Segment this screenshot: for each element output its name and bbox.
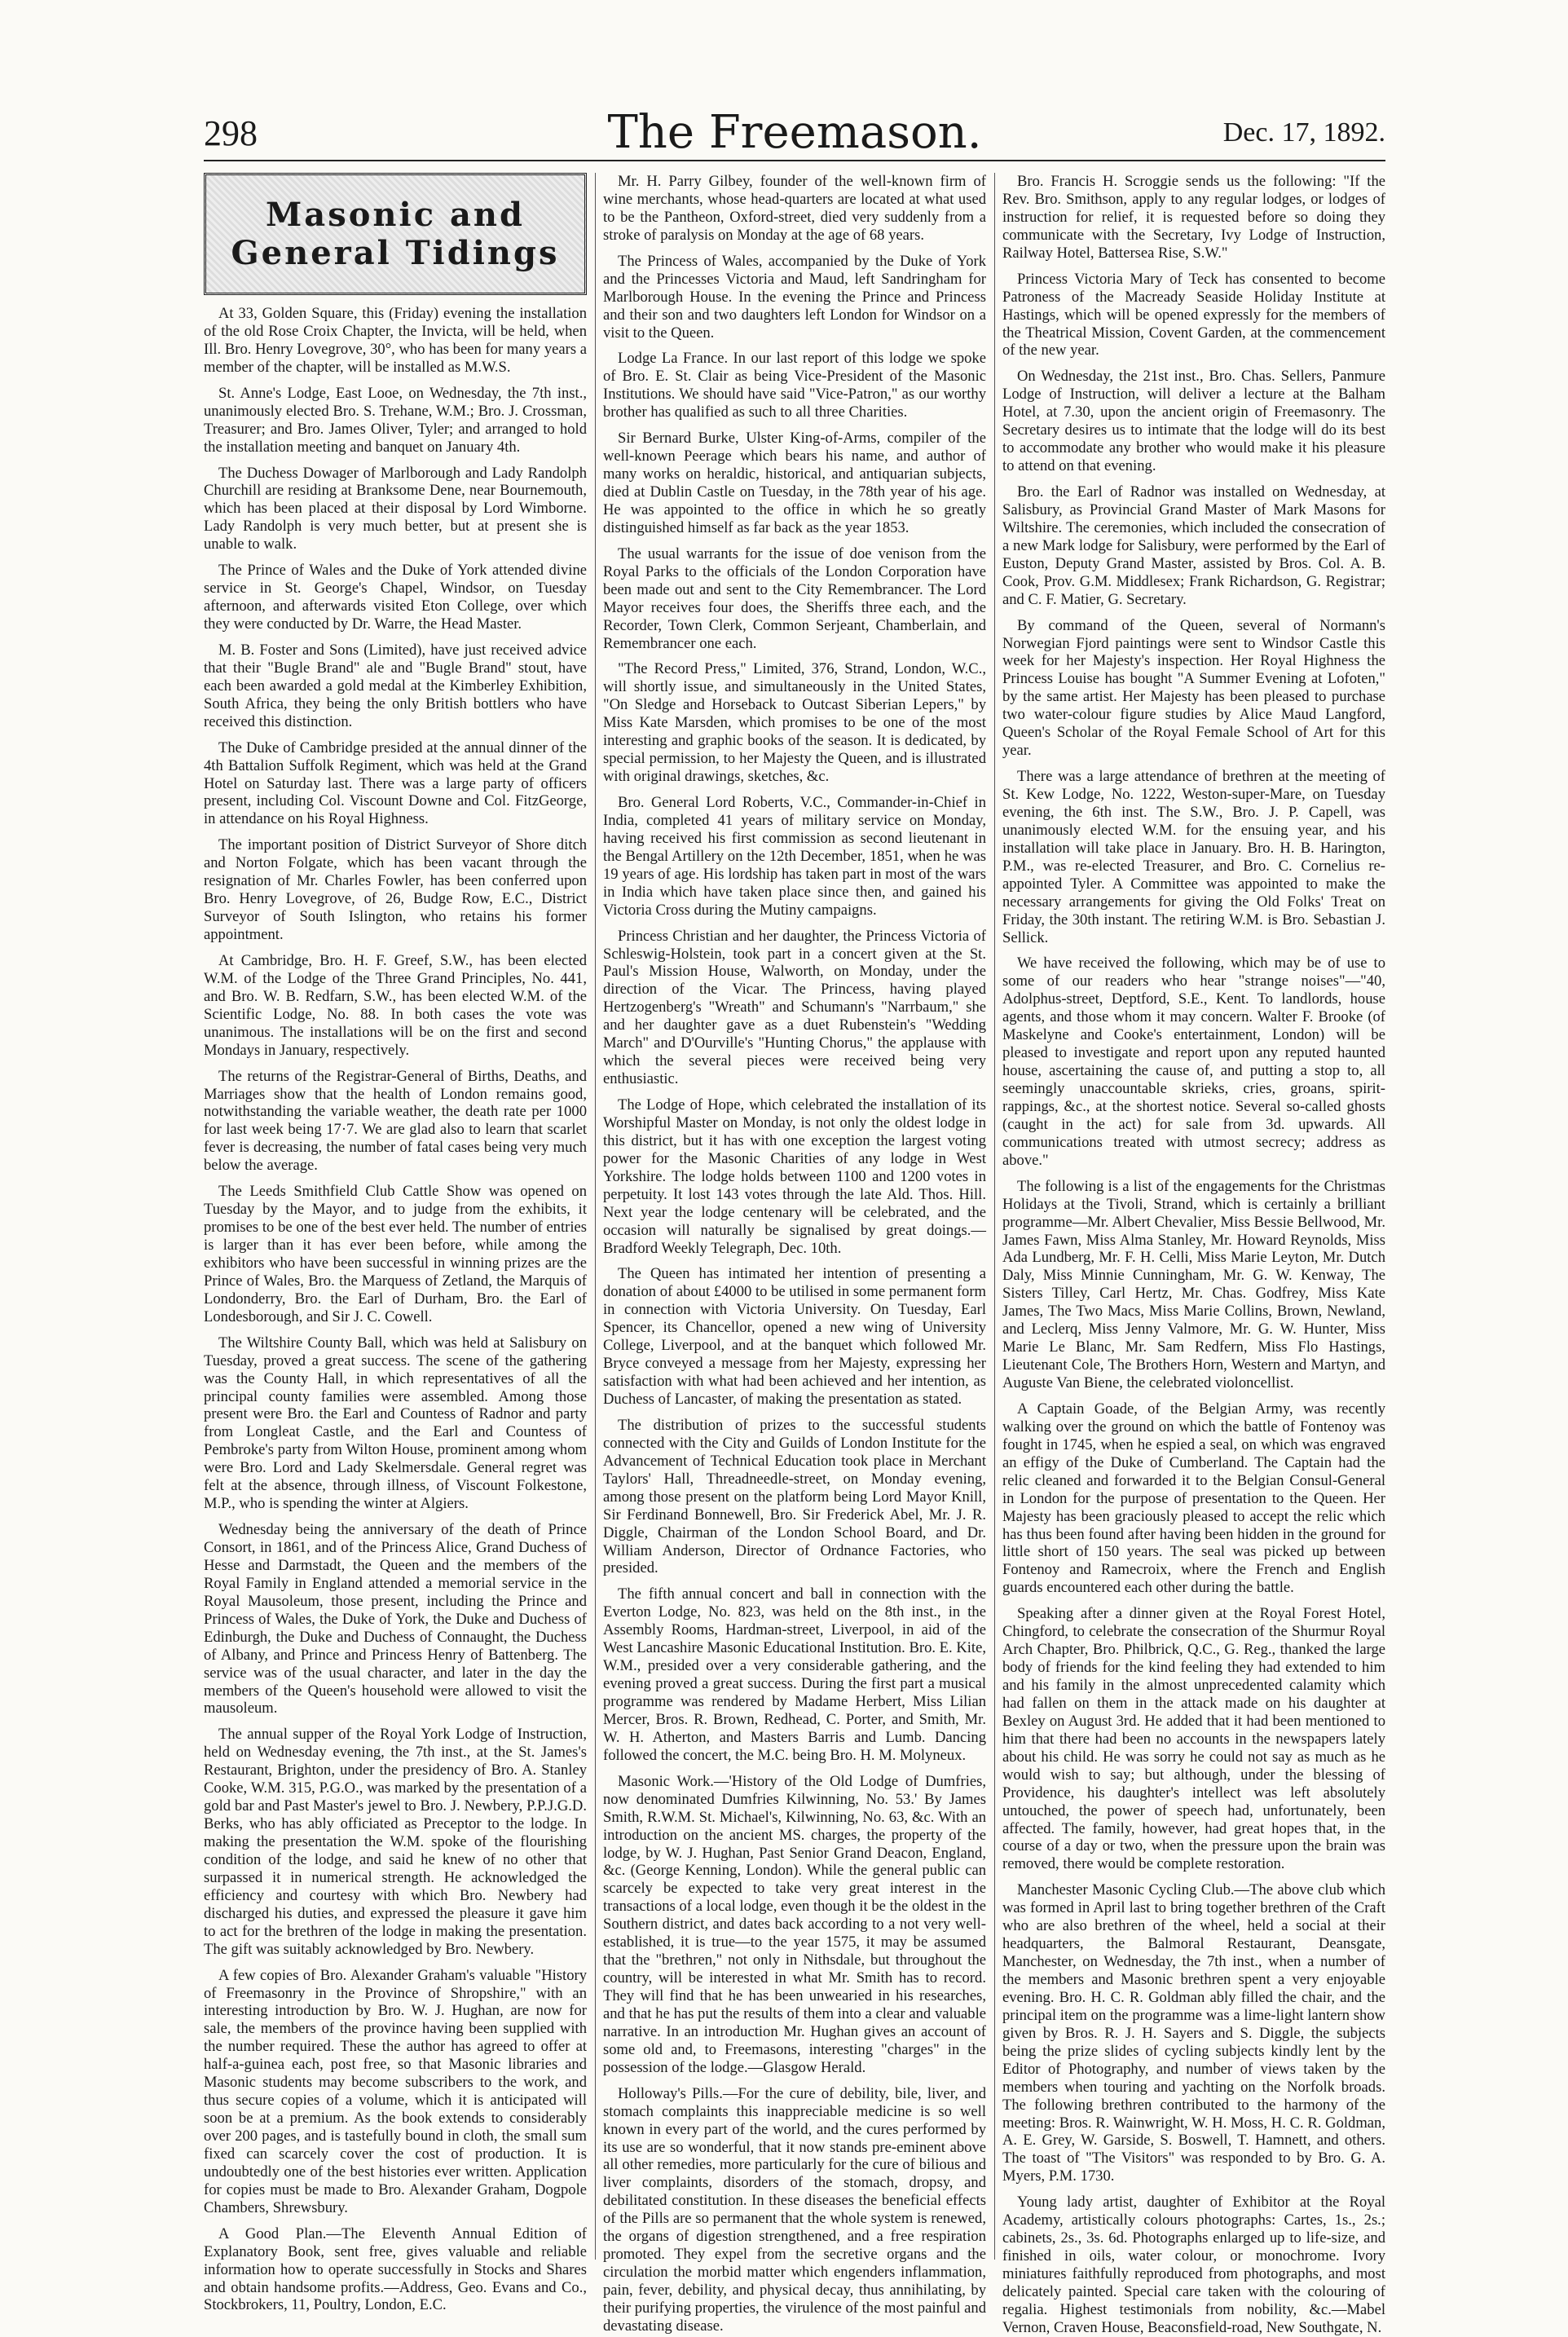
column-2 [603,173,986,2335]
article-paragraph: The Lodge of Hope, which celebrated the installation of its Worshipful Master on Monday, is not only the oldest lodge in this district, but it has with one exception the largest voting power for the Masonic Charities of any lodge in West Yorkshire. The lodge holds between 1100 and 1200 votes in perpetuity. It lost 143 votes through the late Ald. Thos. Hill. Next year the lodge centenary will be celebrated, and the occasion will naturally be signalised by great doings.—Bradford Weekly Telegraph, Dec. 10th. [603,1096,986,1257]
publication-title: The Freemason. [607,106,982,159]
article-paragraph: The Duchess Dowager of Marlborough and Lady Randolph Churchill are residing at Branksome Dene, near Bournemouth, which has been placed at their disposal by Lord Wimborne. Lady Randolph is very much better, but at present she is unable to walk. [204,464,587,553]
article-paragraph: The Duke of Cambridge presided at the annual dinner of the 4th Battalion Suffolk Regiment, which was held at the Grand Hotel on Saturday last. There was a large party of officers present, including Col. Viscount Downe and Col. FitzGeorge, in attendance on his Royal Highness. [204,739,587,828]
article-paragraph: Lodge La France. In our last report of this lodge we spoke of Bro. E. St. Clair as being Vice-President of the Masonic Institutions. We should have said "Vice-Patron," as our worthy brother has qualified as such to all three Charities. [603,350,986,421]
article-paragraph: M. B. Foster and Sons (Limited), have just received advice that their "Bugle Brand" ale and "Bugle Brand" stout, have each been awarded a gold medal at the Kimberley Exhibition, South Africa, they being the only British bottlers who have received this distinction. [204,641,587,730]
article-paragraph: "The Record Press," Limited, 376, Strand, London, W.C., will shortly issue, and simultaneously in the United States, "On Sledge and Horseback to Outcast Siberian Lepers," by Miss Kate Marsden, which promises to be one of the most interesting and graphic books of the season. It is dedicated, by special permission, to her Majesty the Queen, and is illustrated with original drawings, sketches, &c. [603,660,986,786]
article-paragraph: A Captain Goade, of the Belgian Army, was recently walking over the ground on which the battle of Fontenoy was fought in 1745, when he espied a seal, on which was engraved an effigy of the Duke of Cumberland. The Captain had the relic cleaned and forwarded it to the Belgian Consul-General in London for the purpose of presentation to the Queen. Her Majesty has been graciously pleased to accept the relic which has thus been found after having been hidden in the ground for little short of 150 years. The seal was picked up between Fontenoy and Ramecroix, where the French and English guards encountered each other during the battle. [1002,1400,1385,1597]
article-paragraph: St. Anne's Lodge, East Looe, on Wednesday, the 7th inst., unanimously elected Bro. S. Trehane, W.M.; Bro. J. Crossman, Treasurer; and Bro. James Oliver, Tyler; and arranged to hold the installation meeting and banquet on January 4th. [204,384,587,456]
article-paragraph: Princess Victoria Mary of Teck has consented to become Patroness of the Macready Seaside Holiday Institute at Hastings, which will be opened expressly for the members of the Theatrical Mission, Covent Garden, at the commencement of the new year. [1002,270,1385,359]
column-1 [204,173,587,2314]
header-rule [204,160,1385,161]
masonic-tidings-banner [204,173,587,295]
article-paragraph: At 33, Golden Square, this (Friday) evening the installation of the old Rose Croix Chapter, the Invicta, will be held, when Ill. Bro. Henry Lovegrove, 30°, who has been for many years a member of the chapter, will be installed as M.W.S. [204,305,587,376]
banner-line-1: Masonic and [266,195,525,234]
article-paragraph: At Cambridge, Bro. H. F. Greef, S.W., has been elected W.M. of the Lodge of the Three Grand Principles, No. 441, and Bro. W. B. Redfarn, S.W., has been elected W.M. of the Scientific Lodge, No. 88. In both cases the vote was unanimous. The installations will be on the first and second Mondays in January, respectively. [204,951,587,1059]
article-paragraph: On Wednesday, the 21st inst., Bro. Chas. Sellers, Panmure Lodge of Instruction, will deliver a lecture at the Balham Hotel, at 7.30, upon the ancient origin of Freemasonry. The Secretary desires us to intimate that the lodge will do its best to accommodate any brother who would make it his pleasure to attend on that evening. [1002,368,1385,475]
article-paragraph: The annual supper of the Royal York Lodge of Instruction, held on Wednesday evening, the 7th inst., at the St. James's Restaurant, Brighton, under the presidency of Bro. A. Stanley Cooke, W.M. 315, P.G.O., was marked by the presentation of a gold bar and Past Master's jewel to Bro. J. Newbery, P.P.J.G.D. Berks, who has ably officiated as Preceptor to the lodge. In making the presentation the W.M. spoke of the flourishing condition of the lodge, and said he knew of no other that surpassed it in numerical strength. He acknowledged the efficiency and courtesy with which Bro. Newbery had discharged his duties, and expressed the pleasure it gave him to act for the brethren of the lodge in making the presentation. The gift was suitably acknowledged by Bro. Newbery. [204,1726,587,1958]
page-header [204,106,1385,163]
article-paragraph: Young lady artist, daughter of Exhibitor at the Royal Academy, artistically colours photographs: Cartes, 1s., 2s.; cabinets, 2s., 3s. 6d. Photographs enlarged up to life-size, and finished in oils, water colour, or monochrome. Ivory miniatures faithfully reproduced from photographs, and most delicately painted. Special care taken with the colouring of regalia. Highest testimonials from nobility, &c.—Mabel Vernon, Craven House, Beaconsfield-road, New Southgate, N. [1002,2194,1385,2336]
article-paragraph: Bro. General Lord Roberts, V.C., Commander-in-Chief in India, completed 41 years of military service on Monday, having received his first commission as second lieutenant in the Bengal Artillery on the 12th December, 1851, when he was 19 years of age. His lordship has taken part in most of the wars in India which have taken place since then, and gained his Victoria Cross during the Mutiny campaigns. [603,794,986,919]
column-3 [1002,173,1385,2336]
article-paragraph: Holloway's Pills.—For the cure of debility, bile, liver, and stomach complaints this inappreciable medicine is so well known in every part of the world, and the cures performed by its use are so wonderful, that it now stands pre-eminent above all other remedies, more particularly for the cure of bilious and liver complaints, disorders of the stomach, dropsy, and debilitated constitution. In these diseases the beneficial effects of the Pills are so permanent that the whole system is renewed, the organs of digestion strengthened, and a free respiration promoted. They expel from the secretive organs and the circulation the morbid matter which engenders inflammation, pain, fever, debility, and physical decay, thus annihilating, by their purifying properties, the virulence of the most painful and devastating disease. [603,2084,986,2335]
article-paragraph: The important position of District Surveyor of Shore ditch and Norton Folgate, which has been vacant through the resignation of Mr. Charles Fowler, has been conferred upon Bro. Henry Lovegrove, of 26, Budge Row, E.C., District Surveyor of South Islington, who retains his former appointment. [204,836,587,943]
article-paragraph: The returns of the Registrar-General of Births, Deaths, and Marriages show that the health of London remains good, notwithstanding the variable weather, the death rate per 1000 for last week being 17·7. We are glad also to learn that scarlet fever is decreasing, the number of fatal cases being very much below the average. [204,1067,587,1175]
article-paragraph: Bro. Francis H. Scroggie sends us the following: "If the Rev. Bro. Smithson, apply to any regular lodges, or lodges of instruction for relief, it is requested before so doing they communicate with the Secretary, Ivy Lodge of Instruction, Railway Hotel, Battersea Rise, S.W." [1002,173,1385,262]
article-paragraph: Sir Bernard Burke, Ulster King-of-Arms, compiler of the well-known Peerage which bears his name, and author of many works on heraldic, historical, and antiquarian subjects, died at Dublin Castle on Tuesday, in the 78th year of his age. He was appointed to the office in which he so greatly distinguished himself as far back as the year 1853. [603,430,986,536]
column-divider [587,173,603,2260]
article-paragraph: Bro. the Earl of Radnor was installed on Wednesday, at Salisbury, as Provincial Grand Master of Mark Masons for Wiltshire. The ceremonies, which included the consecration of a new Mark lodge for Salisbury, were performed by the Earl of Euston, Deputy Grand Master, assisted by Bros. Col. A. B. Cook, Prov. G.M. Middlesex; Frank Richardson, G. Registrar; and C. F. Matier, G. Secretary. [1002,483,1385,608]
article-paragraph: There was a large attendance of brethren at the meeting of St. Kew Lodge, No. 1222, Weston-super-Mare, on Tuesday evening, the 6th inst. The S.W., Bro. J. P. Capell, was unanimously elected W.M. for the ensuing year, and his installation will take place in January. Bro. H. B. Harington, P.M., was re-elected Treasurer, and Bro. C. Cornelius re-appointed Tyler. A Committee was appointed to make the necessary arrangements for giving the Old Folks' Treat on Friday, the 30th instant. The retiring W.M. is Bro. Sebastian J. Sellick. [1002,768,1385,946]
article-paragraph: Manchester Masonic Cycling Club.—The above club which was formed in April last to bring together brethren of the Craft who are also brethren of the wheel, held a social at their headquarters, the Balmoral Restaurant, Deansgate, Manchester, on Wednesday, the 7th inst., when a number of the members and Masonic brethren spent a very enjoyable evening. Bro. H. C. R. Goldman ably filled the chair, and the principal item on the programme was a lime-light lantern show given by Bros. R. J. H. Sayers and S. Diggle, the subjects being the prize slides of cycling subjects kindly lent by the Editor of Photography, and number of views taken by the members when touring and yachting on the Norfolk broads. The following brethren contributed to the harmony of the meeting: Bros. R. Wainwright, W. H. Moss, H. C. R. Goldman, A. E. Grey, W. Garside, S. Boswell, T. Hamnett, and others. The toast of "The Visitors" was responded to by Bro. G. A. Myers, P.M. 1730. [1002,1881,1385,2185]
page-number: 298 [204,113,258,153]
article-paragraph: The Wiltshire County Ball, which was held at Salisbury on Tuesday, proved a great success. The scene of the gathering was the County Hall, in which representatives of all the principal county families were assembled. Among those present were Bro. the Earl and Countess of Radnor and party from Longleat Castle, and the Earl and Countess of Pembroke's party from Wilton House, prominent among whom were Bro. Lord and Lady Skelmersdale. General regret was felt at the absence, through illness, of Viscount Folkestone, M.P., who is spending the winter at Algiers. [204,1334,587,1513]
article-paragraph: The distribution of prizes to the successful students connected with the City and Guilds of London Institute for the Advancement of Technical Education took place in Merchant Taylors' Hall, Threadneedle-street, on Monday evening, among those present on the platform being Lord Mayor Knill, Sir Ferdinand Bonnewell, Bro. Sir Frederick Abel, Mr. J. R. Diggle, Chairman of the London School Board, and Dr. William Anderson, Director of Ordnance Factories, who presided. [603,1416,986,1577]
article-paragraph: We have received the following, which may be of use to some of our readers who hear "strange noises"—"40, Adolphus-street, Deptford, S.E., Kent. To landlords, house agents, and those whom it may concern. Walter F. Brooke (of Maskelyne and Cooke's entertainment, London) will be pleased to investigate and report upon any reputed haunted house, ascertaining the cause of, and putting a stop to, all seemingly unaccountable skrieks, cries, groans, spirit-rappings, &c., at the shortest notice. Several so-called ghosts (caught in the act) for sale from 3d. upwards. All communications treated with utmost secrecy; address as above." [1002,955,1385,1169]
issue-date: Dec. 17, 1892. [1222,117,1385,148]
article-paragraph: The Leeds Smithfield Club Cattle Show was opened on Tuesday by the Mayor, and to judge from the exhibits, it promises to be one of the best ever held. The number of entries is larger than it has ever been before, while among the exhibitors who have been successful in winning prizes are the Prince of Wales, Bro. the Marquess of Zetland, the Marquis of Londonderry, Bro. the Earl of Durham, Bro. the Earl of Londesborough, and Sir J. C. Cowell. [204,1183,587,1325]
article-paragraph: Masonic Work.—'History of the Old Lodge of Dumfries, now denominated Dumfries Kilwinning, No. 53.' By James Smith, R.W.M. St. Michael's, Kilwinning, No. 63, &c. With an introduction on the ancient MS. charges, the property of the lodge, by W. J. Hughan, Past Senior Grand Deacon, England, &c. (George Kenning, London). While the general public can scarcely be expected to take very great interest in the transactions of a local lodge, even though it be the oldest in the Southern district, and dates back according to a not very well-established, it is true—to the year 1575, it may be assumed that the "brethren," not only in Nithsdale, but throughout the country, will be interested in what Mr. Smith has to record. They will find that he has been unwearied in his researches, and that he has put the results of them into a clear and valuable narrative. In an introduction Mr. Hughan gives an account of some old and, to Freemasons, interesting "charges" in the possession of the lodge.—Glasgow Herald. [603,1772,986,2076]
article-paragraph: Speaking after a dinner given at the Royal Forest Hotel, Chingford, to celebrate the consecration of the Shurmur Royal Arch Chapter, Bro. Philbrick, Q.C., G. Reg., thanked the large body of friends for the kind feeling they had extended to him and his family in the almost unprecedented calamity which had fallen on them in the attack made on his daughter at Bexley on August 3rd. He added that it had been mentioned to him that there had been no accounts in the newspapers lately about his child. He was sorry he could not say as much as he would wish to say; but although, under the blessing of Providence, his daughter's intellect was left absolutely untouched, the power of speech had, unfortunately, been affected. The family, however, had great hopes that, in the course of a day or two, when the pressure upon the brain was removed, there would be complete restoration. [1002,1605,1385,1873]
article-columns [204,173,1385,2336]
article-paragraph: A Good Plan.—The Eleventh Annual Edition of Explanatory Book, sent free, gives valuable and reliable information how to operate successfully in Stocks and Shares and obtain handsome profits.—Address, Geo. Evans and Co., Stockbrokers, 11, Poultry, London, E.C. [204,2225,587,2314]
article-paragraph: By command of the Queen, several of Normann's Norwegian Fjord paintings were sent to Windsor Castle this week for her Majesty's inspection. Her Royal Highness the Princess Louise has bought "A Summer Evening at Lofoten," by the same artist. Her Majesty has been pleased to purchase two water-colour figure studies by Alice Maud Langford, Queen's Scholar of the Royal Female School of Art for this year. [1002,616,1385,760]
article-paragraph: The Queen has intimated her intention of presenting a donation of about £4000 to be utilised in some permanent form in connection with Victoria University. On Tuesday, Earl Spencer, its Chancellor, opened a new wing of University College, Liverpool, and at the banquet which followed Mr. Bryce conveyed a message from her Majesty, expressing her satisfaction with what had been achieved and her intention, as Duchess of Lancaster, of making the presentation as stated. [603,1265,986,1408]
article-paragraph: A few copies of Bro. Alexander Graham's valuable "History of Freemasonry in the Province of Shropshire," with an interesting introduction by Bro. W. J. Hughan, are now for sale, the members of the province having been supplied with the number required. These the author has agreed to offer at half-a-guinea each, post free, so that Masonic libraries and Masonic students may become subscribers to the work, and thus secure copies of a volume, which it is anticipated will soon be at a premium. As the book extends to considerably over 200 pages, and is tastefully bound in cloth, the small sum fixed can scarcely cover the cost of production. It is undoubtedly one of the best histories ever written. Application for copies must be made to Bro. Alexander Graham, Dogpole Chambers, Shrewsbury. [204,1966,587,2216]
column-divider [986,173,1002,2260]
article-paragraph: Princess Christian and her daughter, the Princess Victoria of Schleswig-Holstein, took part in a concert given at the St. Paul's Mission House, Walworth, on Monday, under the direction of the Vicar. The Princess, having played Hertzogenberg's "Wreath" and Schumann's "Narrbaum," she and her daughter gave as a duet Rubenstein's "Wedding March" and D'Ourville's "Hunting Chorus," the applause with which the several pieces were received being very enthusiastic. [603,927,986,1088]
article-paragraph: The Princess of Wales, accompanied by the Duke of York and the Princesses Victoria and Maud, left Sandringham for Marlborough House. In the evening the Prince and Princess and their son and two daughters left London for Windsor on a visit to the Queen. [603,252,986,342]
banner-line-2: General Tidings [231,234,560,272]
article-paragraph: The fifth annual concert and ball in connection with the Everton Lodge, No. 823, was held on the 8th inst., in the Assembly Rooms, Hardman-street, Liverpool, in aid of the West Lancashire Masonic Educational Institution. Bro. E. Kite, W.M., presided over a very considerable gathering, and the evening proved a great success. During the first part a musical programme was rendered by Madame Herbert, Miss Lilian Mercer, Bros. R. Brown, Redhead, C. Porter, and Smith, Mr. W. H. Atherton, and Masters Barris and Lumb. Dancing followed the concert, the M.C. being Bro. H. M. Molyneux. [603,1585,986,1764]
article-paragraph: The Prince of Wales and the Duke of York attended divine service in St. George's Chapel, Windsor, on Tuesday afternoon, and afterwards visited Eton College, over which they were conducted by Dr. Warre, the Head Master. [204,562,587,633]
article-paragraph: The following is a list of the engagements for the Christmas Holidays at the Tivoli, Strand, which is certainly a brilliant programme—Mr. Albert Chevalier, Miss Bessie Bellwood, Mr. James Fawn, Miss Alma Stanley, Mr. Howard Reynolds, Miss Ada Lundberg, Mr. F. H. Celli, Miss Marie Leyton, Mr. Dutch Daly, Miss Minnie Cunningham, Mr. G. W. Kenway, The Sisters Tilley, Carl Hertz, Mr. Chas. Godfrey, Miss Kate James, The Two Macs, Miss Marie Collins, Brown, Newland, and Leclerq, Miss Jenny Valmore, Mr. G. W. Hunter, Miss Marie Le Blanc, Mr. Sam Redfern, Miss Flo Hastings, Lieutenant Cole, The Brothers Horn, Western and Martyn, and Auguste Van Biene, the celebrated violoncellist. [1002,1177,1385,1391]
article-paragraph: Mr. H. Parry Gilbey, founder of the well-known firm of wine merchants, whose head-quarters are located at what used to be the Pantheon, Oxford-street, died very suddenly from a stroke of paralysis on Monday at the age of 68 years. [603,173,986,244]
article-paragraph: Wednesday being the anniversary of the death of Prince Consort, in 1861, and of the Princess Alice, Grand Duchess of Hesse and Darmstadt, the Queen and the members of the Royal Family in England attended a memorial service in the Royal Mausoleum, those present, including the Prince and Princess of Wales, the Duke of York, the Duke and Duchess of Edinburgh, the Duke and Duchess of Connaught, the Duchess of Albany, and Prince and Princess Henry of Battenberg. The service was of the usual character, and later in the day the members of the Queen's household were allowed to visit the mausoleum. [204,1521,587,1717]
article-paragraph: The usual warrants for the issue of doe venison from the Royal Parks to the officials of the London Corporation have been made out and sent to the City Remembrancer. The Lord Mayor receives four does, the Sheriffs three each, and the Recorder, Town Clerk, Common Serjeant, Chamberlain, and Remembrancer one each. [603,545,986,652]
